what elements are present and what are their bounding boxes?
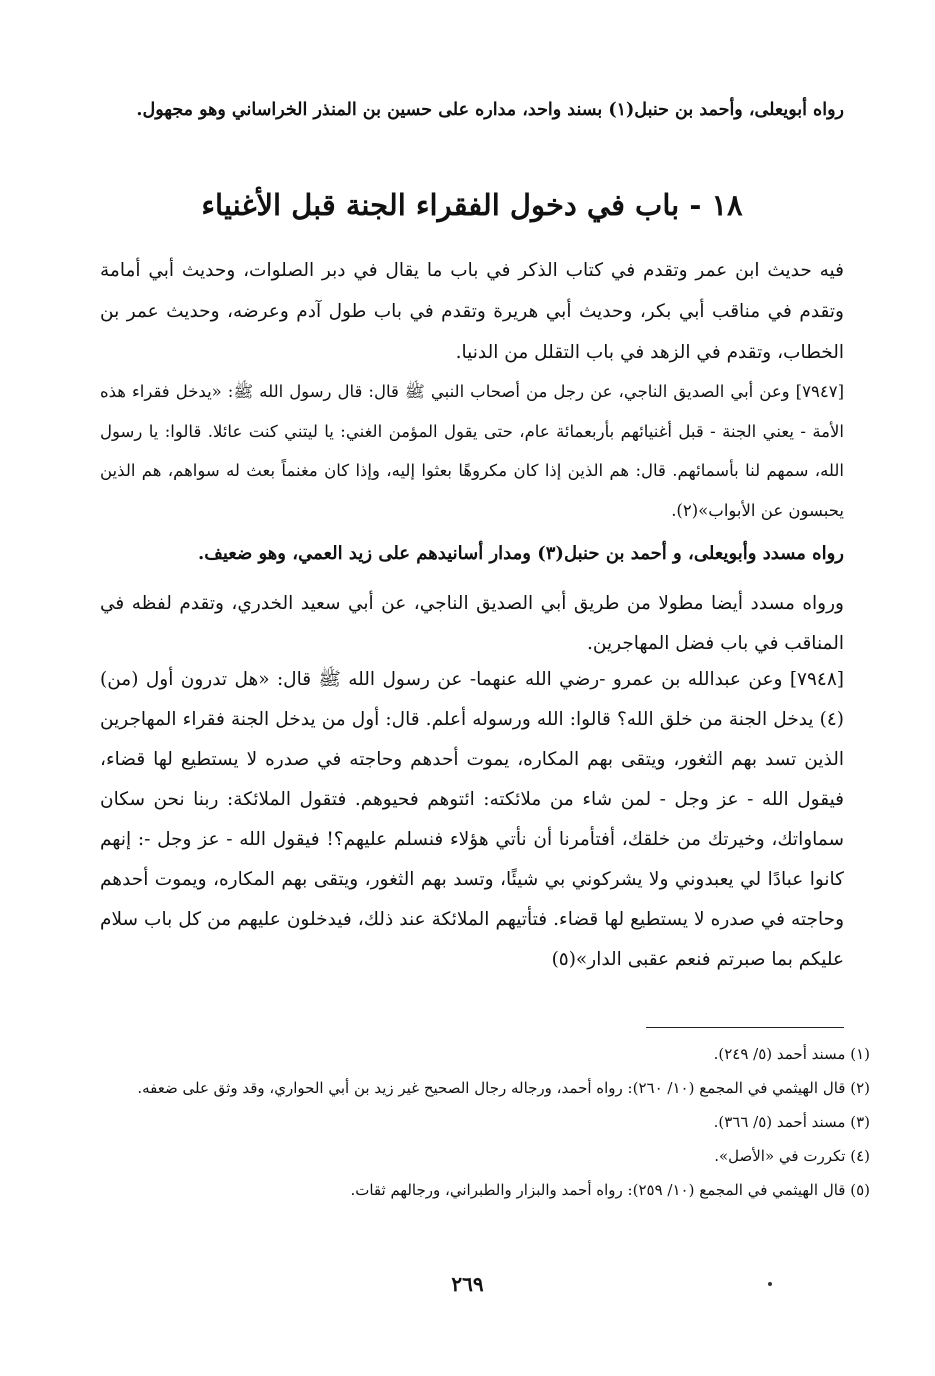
grading-7947: رواه مسدد وأبويعلى، و أحمد بن حنبل(٣) ومدار أسانيدهم على زيد العمي، وهو ضعيف.: [197, 543, 844, 564]
footnote-divider: [646, 1027, 844, 1028]
footnote-5: (٥) قال الهيثمي في المجمع (١٠/ ٢٥٩): رواه أحمد والبزار والطبراني، ورجالهم ثقات.: [350, 1181, 870, 1199]
note-7947: ورواه مسدد أيضا مطولا من طريق أبي الصديق الناجي، عن أبي سعيد الخدري، وتقدم لفظه في المناقب في باب فضل المهاجرين.: [100, 593, 844, 654]
intro-paragraph: رواه أبويعلى، وأحمد بن حنبل(١) بسند واحد، مداره على حسين بن المنذر الخراساني وهو مجهول.: [136, 100, 844, 120]
footnote-3: (٣) مسند أحمد (٥/ ٣٦٦).: [713, 1113, 870, 1131]
chapter-refs-paragraph: فيه حديث ابن عمر وتقدم في كتاب الذكر في باب ما يقال في دبر الصلوات، وحديث أبي أمامة وتقدم في مناقب أبي بكر، وحديث أبي هريرة وتقدم في باب طول آدم وعرضه، وحديث عمر بن الخطاب، وتقدم في الزهد في باب التقلل من الدنيا.: [100, 260, 844, 363]
print-dot: [768, 1282, 772, 1286]
hadith-7947: [٧٩٤٧] وعن أبي الصديق الناجي، عن رجل من أصحاب النبي ﷺ قال: قال رسول الله ﷺ: «يدخل فقراء هذه الأمة - يعني الجنة - قبل أغنيائهم بأربعمائة عام، حتى يقول المؤمن الغني: يا ليتني كنت عائلا. قالوا: يا رسول الله، سمهم لنا بأسمائهم. قال: هم الذين إذا كان مكروهًا بعثوا إليه، وإذا كان مغنماً بعث له سواهم، هم الذين يحبسون عن الأبواب»(٢).: [100, 382, 844, 520]
footnote-2: (٢) قال الهيثمي في المجمع (١٠/ ٢٦٠): رواه أحمد، ورجاله رجال الصحيح غير زيد بن أبي الحواري، وقد وثق على ضعفه.: [137, 1079, 870, 1097]
footnote-4: (٤) تكررت في «الأصل».: [714, 1147, 870, 1165]
hadith-7948: [٧٩٤٨] وعن عبدالله بن عمرو -رضي الله عنهما- عن رسول الله ﷺ قال: «هل تدرون أول (من)(٤) يدخل الجنة من خلق الله؟ قالوا: الله ورسوله أعلم. قال: أول من يدخل الجنة فقراء المهاجرين الذين تسد بهم الثغور، ويتقى بهم المكاره، يموت أحدهم وحاجته في صدره لا يستطيع لها قضاء، فيقول الله - عز وجل - لمن شاء من ملائكته: ائتوهم فحيوهم. فتقول الملائكة: ربنا نحن سكان سماواتك، وخيرتك من خلقك، أفتأمرنا أن نأتي هؤلاء فنسلم عليهم؟! فيقول الله - عز وجل -: إنهم كانوا عبادًا لي يعبدوني ولا يشركوني بي شيئًا، وتسد بهم الثغور، ويتقى بهم المكاره، ويموت أحدهم وحاجته في صدره لا يستطيع لها قضاء. فتأتيهم الملائكة عند ذلك، فيدخلون عليهم من كل باب سلام عليكم بما صبرتم فنعم عقبى الدار»(٥): [100, 669, 844, 970]
footnotes: [100, 1042, 870, 1212]
page-number: ٢٦٩: [451, 1272, 484, 1296]
chapter-title: ١٨ - باب في دخول الفقراء الجنة قبل الأغنياء: [201, 188, 743, 222]
footnote-1: (١) مسند أحمد (٥/ ٢٤٩).: [713, 1045, 870, 1063]
